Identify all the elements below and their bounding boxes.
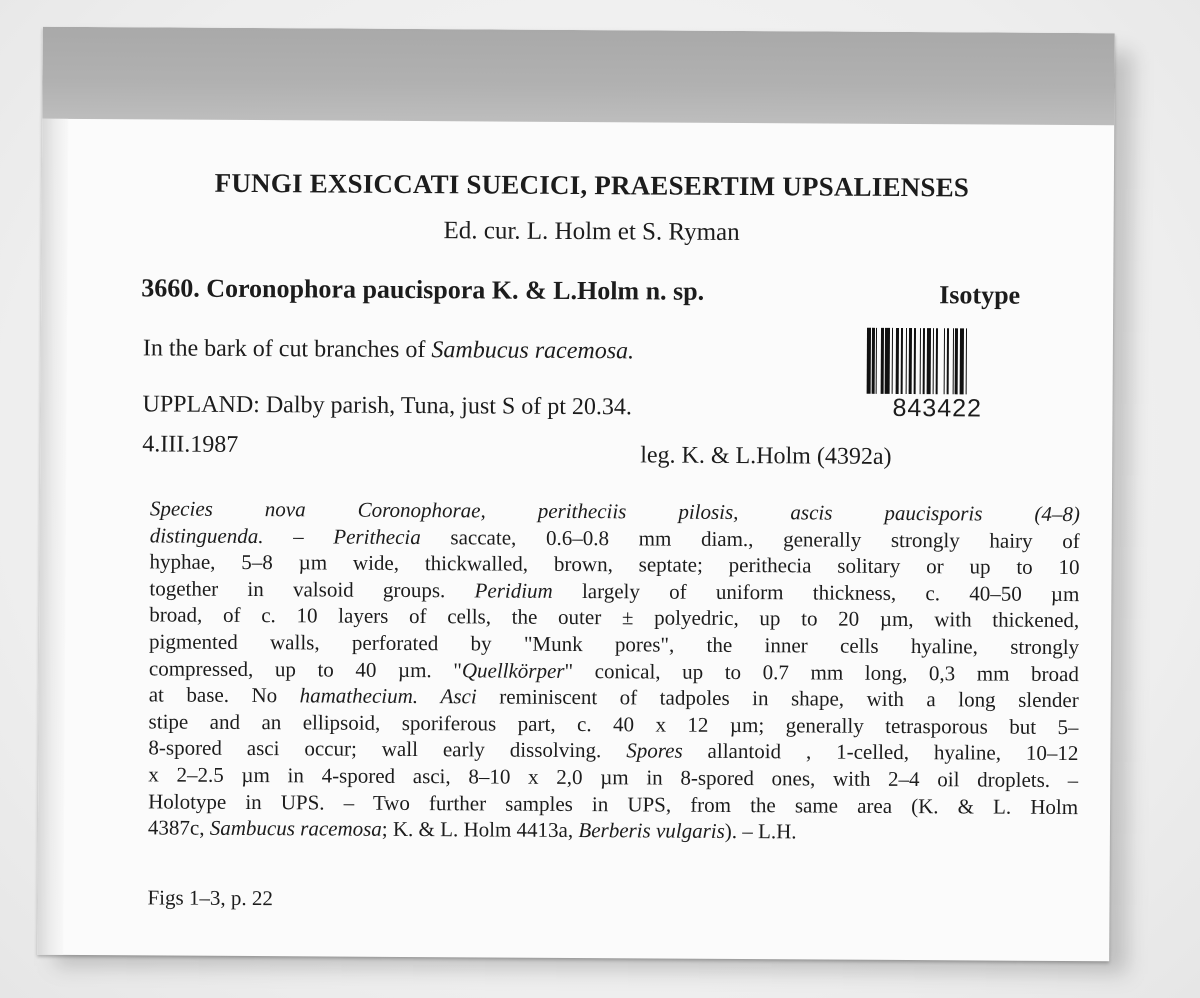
description-italic-run: Sambucus racemosa (209, 815, 382, 841)
description-text-run: 4387c, (147, 815, 210, 840)
description-italic-run: Asci (440, 684, 477, 709)
description-text-run: 8-spored asci occur; wall early dissolving. (148, 735, 627, 763)
barcode-graphic (867, 328, 1023, 395)
description-italic-run: Quellkörper (461, 657, 565, 683)
habitat-host: Sambucus racemosa. (431, 337, 635, 365)
locality-line: UPPLAND: Dalby parish, Tuna, just S of pt 20.34. (142, 391, 632, 421)
label-content (37, 27, 1115, 962)
description-text-run: ). – L.H. (724, 819, 797, 844)
description-text-run: x 2–2.5 µm in 4-spored asci, 8–10 x 2,0 µm in 8-spored ones, with 2–4 oil droplets. – (148, 762, 1079, 793)
description-text-run: " conical, up to 0.7 mm long, 0,3 mm broad (564, 658, 1079, 686)
description-italic-run: Peridium (474, 578, 553, 603)
description-text-run: reminiscent of tadpoles in shape, with a long slender (476, 684, 1079, 713)
figures-reference: Figs 1–3, p. 22 (147, 885, 274, 911)
description-text-run: stipe and an ellipsoid, sporiferous part, c. 40 x 12 µm; generally tetrasporous but 5– (148, 709, 1079, 739)
description-text-run: allantoid , 1-celled, hyaline, 10–12 (682, 739, 1079, 766)
type-status: Isotype (939, 280, 1021, 310)
description-text-run: hyphae, 5–8 µm wide, thickwalled, brown, septate; perithecia solitary or up to 10 (149, 549, 1080, 580)
description-text-run: pigmented walls, perforated by "Munk pores", the inner cells hyaline, strongly (149, 629, 1080, 660)
description-italic-run: Perithecia (333, 524, 421, 549)
description-text-run: saccate, 0.6–0.8 mm diam., generally strongly hairy of (420, 524, 1080, 553)
editors-line: Ed. cur. L. Holm et S. Ryman (443, 217, 740, 246)
herbarium-label (37, 27, 1115, 962)
specimen-name: 3660. Coronophora paucispora K. & L.Holm n. sp. (141, 273, 705, 306)
description-text-run: – (263, 523, 334, 549)
description-italic-run: distinguenda. (149, 522, 264, 548)
description-text-run: compressed, up to 40 µm. " (148, 655, 462, 682)
description-line (148, 815, 1078, 847)
description-italic-run: Berberis vulgaris (578, 818, 725, 844)
description-text-run: ; K. & L. Holm 4413a, (381, 816, 579, 843)
description-text-run: largely of uniform thickness, c. 40–50 µm (552, 578, 1080, 606)
series-title: FUNGI EXSICCATI SUECICI, PRAESERTIM UPSALIENSES (214, 167, 970, 203)
species-description (148, 495, 1080, 846)
description-italic-run: Spores (626, 738, 683, 763)
description-text-run: broad, of c. 10 layers of cells, the outer ± polyedric, up to 20 µm, with thickened, (149, 602, 1080, 633)
collector-line: leg. K. & L.Holm (4392a) (640, 442, 892, 470)
barcode-number: 843422 (892, 393, 983, 423)
description-text-run: Holotype in UPS. – Two further samples in UPS, from the same area (K. & L. Holm (148, 788, 1079, 819)
description-text-run: together in valsoid groups. (149, 576, 475, 603)
description-text-run (418, 684, 441, 708)
collection-date: 4.III.1987 (142, 431, 239, 458)
barcode-gap (966, 328, 969, 394)
description-italic-run: hamathecium. (299, 683, 419, 709)
description-italic-run: Species nova Coronophorae, peritheciis pilosis, ascis paucisporis (4–8) (149, 496, 1080, 527)
habitat-line (143, 335, 634, 365)
description-text-run: at base. No (148, 682, 300, 708)
habitat-prefix: In the bark of cut branches of (142, 335, 432, 364)
